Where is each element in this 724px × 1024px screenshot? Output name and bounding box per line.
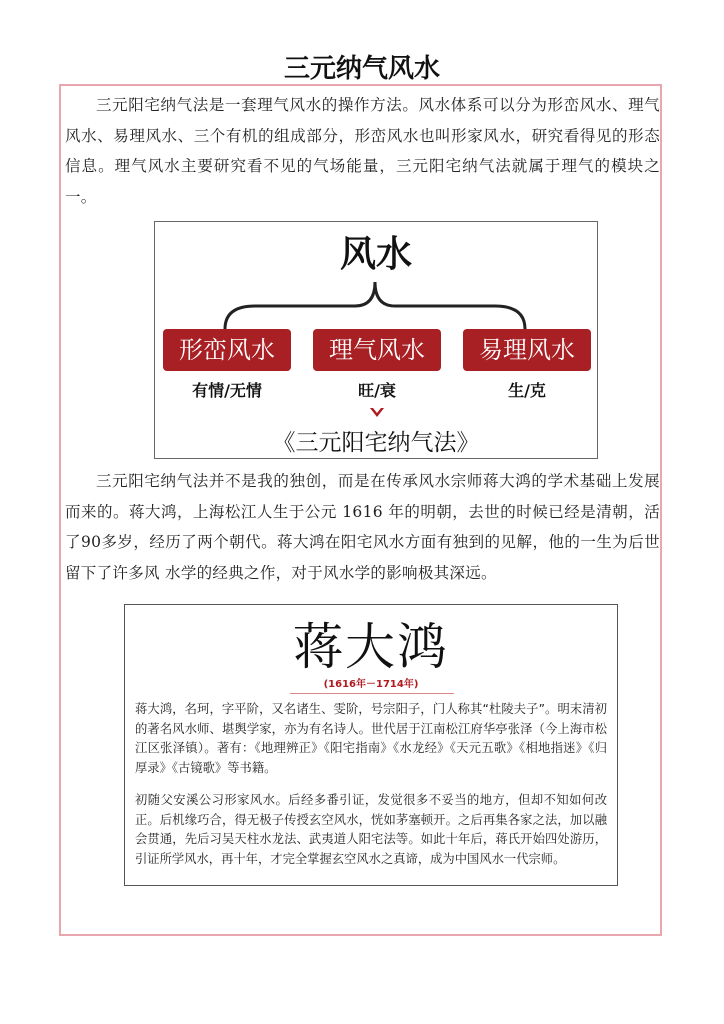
jiang-dahong-card (124, 604, 618, 886)
sub-liqi: 旺/衰 (358, 381, 396, 400)
card-bio-1: 蒋大鸿，名珂，字平阶，又名诸生、雯阶，号宗阳子，门人称其“杜陵夫子”。明末清初的著名风水师、堪舆学家，亦为有名诗人。世代居于江南松江府华亭张泽（今上海市松江区张泽镇）。著有：《地理辨正》《阳宅指南》《水龙经》《天元五歌》《相地指迷》《归厚录》《古镜歌》等书籍。 (135, 702, 607, 775)
box-liqi: 理气风水 (313, 329, 441, 371)
box-yili: 易理风水 (463, 329, 591, 371)
diagram-bottom-title: 《三元阳宅纳气法》 (272, 430, 480, 456)
fengshui-diagram (154, 221, 598, 459)
second-paragraph: 三元阳宅纳气法并不是我的独创，而是在传承风水宗师蒋大鸿的学术基础上发展而来的。蒋大鸿，上海松江人生于公元 1616 年的明朝，去世的时候已经是清朝，活了90多岁，经历了两个朝代。蒋大鸿在阳宅风水方面有独到的见解，他的一生为后世留下了许多风 水学的经典之作，对于风水学的影响极其深远。 (65, 472, 660, 582)
brace-icon (215, 274, 535, 334)
sub-yili: 生/克 (508, 381, 546, 400)
card-bio-2: 初随父安溪公习形家风水。后经多番引证，发觉很多不妥当的地方，但却不知如何改正。后机缘巧合，得无极子传授玄空风水，恍如茅塞顿开。之后再集各家之法，加以融会贯通，先后习吴天柱水龙法、武夷道人阳宅法等。如此十年后，蒋氏开始四处游历，引证所学风水，再十年，才完全掌握玄空风水之真谛，成为中国风水一代宗师。 (135, 793, 607, 866)
box-xingluan: 形峦风水 (163, 329, 291, 371)
card-years: (1616年－1714年) (323, 679, 419, 690)
divider (290, 693, 454, 694)
page-title: 三元纳气风水 (283, 54, 440, 84)
card-name: 蒋大鸿 (293, 618, 449, 676)
sub-xingluan: 有情/无情 (192, 381, 262, 400)
chevron-down-icon (369, 406, 385, 420)
diagram-title: 风水 (339, 234, 412, 275)
intro-paragraph: 三元阳宅纳气法是一套理气风水的操作方法。风水体系可以分为形峦风水、理气风水、易理风水、三个有机的组成部分，形峦风水也叫形家风水，研究看得见的形态信息。理气风水主要研究看不见的气场能量，三元阳宅纳气法就属于理气的模块之一。 (65, 96, 660, 206)
